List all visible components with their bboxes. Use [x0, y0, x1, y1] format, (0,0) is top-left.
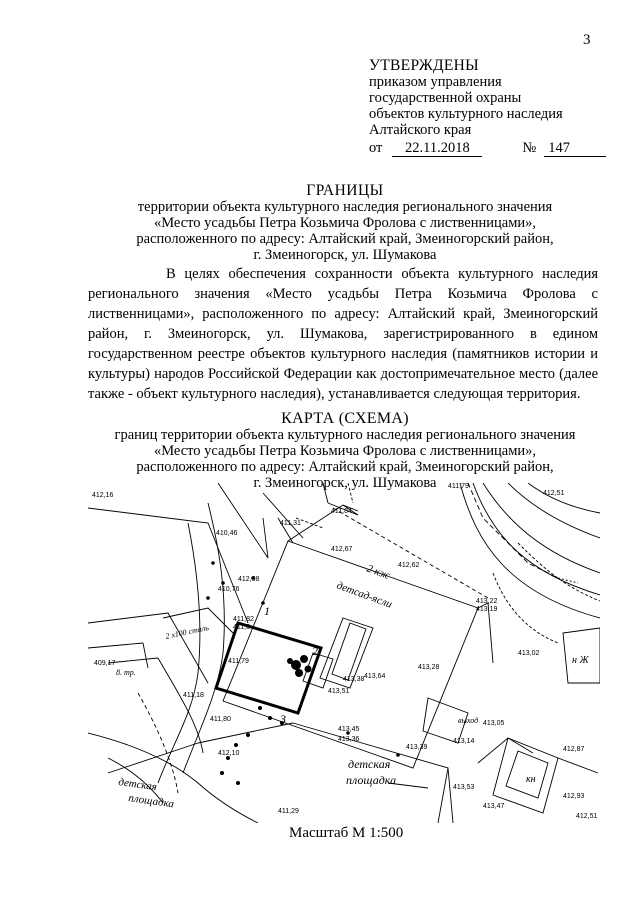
elev: 412,08: [238, 576, 260, 583]
elev: 413,38: [343, 676, 365, 683]
elev: 413,45: [338, 726, 360, 733]
approval-line: государственной охраны: [369, 90, 522, 106]
map-label-kn: кн: [526, 774, 536, 785]
elev: 413,02: [518, 650, 540, 657]
elev: 411,29: [278, 808, 299, 815]
elev: 409,17: [94, 660, 116, 667]
elev: 411,8: [233, 624, 250, 631]
map-label-playground-left-2: площадка: [127, 792, 175, 811]
approval-block: [369, 58, 606, 157]
elev: 412,67: [331, 546, 353, 553]
elev: 411,79: [448, 483, 469, 490]
map-scale: Масштаб М 1:500: [289, 825, 404, 841]
elev: 411,84: [331, 508, 352, 515]
heading-line: «Место усадьбы Петра Козьмича Фролова с лиственницами»,: [153, 215, 537, 231]
elev: 412,87: [563, 746, 585, 753]
map-label-building: детсад-ясли: [334, 579, 394, 611]
elev: 412,10: [218, 750, 240, 757]
map-heading-line: г. Змеиногорск, ул. Шумакова: [253, 475, 437, 491]
elev: 413,53: [453, 784, 475, 791]
number-prefix: №: [522, 140, 537, 156]
map-label-exit: выход: [458, 716, 479, 725]
elev: 411,82: [233, 616, 254, 623]
body-paragraph: В целях обеспечения сохранности объекта культурного наследия регионального значения «Место усадьбы Петра Козьмича Фролова с лиственницами», расположенного по адресу: Алтайский край, Змеиногорский район, г. Змеиногорск, ул. Шумакова, зарегистрированного в едином государственном реестре объектов культурного наследия (памятников истории и культуры) народов Российской Федерации как достопримечательное место (далее также - объект культурного наследия), устанавливается следующая территория.: [88, 266, 598, 402]
approval-line: объектов культурного наследия: [369, 106, 563, 122]
approval-line: приказом управления: [369, 74, 502, 90]
map-label-playground-left-1: детская: [117, 776, 158, 794]
approval-line: Алтайского края: [369, 122, 472, 138]
elev: 411,79: [228, 658, 249, 665]
map-label-nzh: н Ж: [572, 655, 589, 666]
elev: 412,16: [92, 492, 114, 499]
elev: 410,76: [218, 586, 240, 593]
map-label-tr: 8. тр.: [116, 668, 136, 677]
elev: 412,51: [576, 813, 598, 820]
map-label-fence: 2 x100 сталь: [164, 622, 210, 641]
elev: 411,80: [210, 716, 231, 723]
site-map: [88, 483, 600, 823]
elev: 413,14: [453, 738, 475, 745]
map-heading: [80, 411, 610, 491]
elev: 413,47: [483, 803, 505, 810]
map-title: КАРТА (СХЕМА): [281, 410, 409, 427]
map-label-playground-2: площадка: [346, 773, 397, 787]
elev: 413,64: [364, 673, 386, 680]
elev: 413,51: [328, 688, 350, 695]
elev: 412,62: [398, 562, 420, 569]
date-prefix: от: [369, 140, 383, 156]
borders-heading: [80, 183, 610, 263]
elev: 413,05: [483, 720, 505, 727]
map-label-playground-1: детская: [348, 757, 391, 771]
elev: 413,19: [476, 606, 498, 613]
elev: 413,39: [406, 744, 428, 751]
elev: 413,36: [338, 736, 360, 743]
map-heading-line: границ территории объекта культурного наследия регионального значения: [114, 427, 576, 443]
elev: 411,18: [183, 692, 204, 699]
approval-number: 147: [544, 140, 606, 157]
page-number: 3: [583, 32, 591, 48]
approval-title: УТВЕРЖДЕНЫ: [369, 57, 479, 74]
heading-line: территории объекта культурного наследия регионального значения: [137, 199, 553, 215]
elev: 412,51: [543, 490, 565, 497]
map-label-floors: 2 кж: [364, 562, 392, 582]
approval-date-line: [369, 140, 606, 157]
elev: 411,31: [280, 520, 301, 527]
heading-line: г. Змеиногорск, ул. Шумакова: [253, 247, 437, 263]
approval-date: 22.11.2018: [392, 140, 482, 157]
map-heading-line: расположенного по адресу: Алтайский край, Змеиногорский район,: [136, 459, 554, 475]
elev: 412,93: [563, 793, 585, 800]
map-point-1: 1: [264, 604, 270, 618]
elev: 413,22: [476, 598, 498, 605]
heading-line: расположенного по адресу: Алтайский край, Змеиногорский район,: [136, 231, 554, 247]
map-point-2: 2: [312, 644, 318, 658]
elev: 410,46: [216, 530, 238, 537]
borders-title: ГРАНИЦЫ: [306, 182, 384, 199]
map-heading-line: «Место усадьбы Петра Козьмича Фролова с лиственницами»,: [153, 443, 537, 459]
elev: 413,28: [418, 664, 440, 671]
map-point-3: 3: [280, 712, 286, 726]
